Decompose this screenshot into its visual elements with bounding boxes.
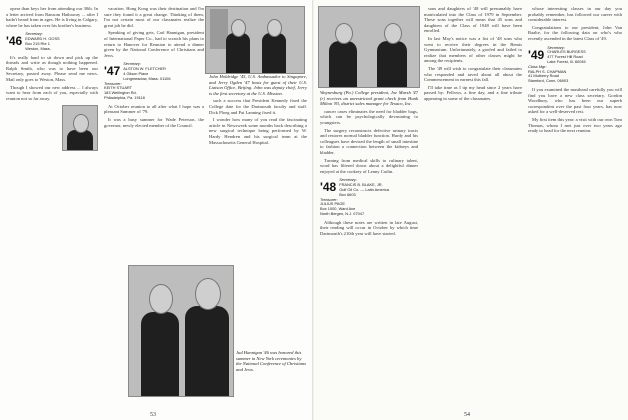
treasurer-name: KEITH STUART (104, 85, 133, 91)
class-manager-address: 41 Mulberry Road (528, 73, 559, 79)
paragraph: such a success that President Kennedy fixed the College date for the Dartmouth faculty and staff. Dick Ploeg and Pat Lanning fixed it. (209, 98, 307, 115)
class-47-heading (104, 62, 204, 100)
paragraph: At October reunion to all after what I hope was a pleasant Summer of '79. (104, 103, 204, 115)
treasurer-label: Treasurer: (320, 196, 338, 202)
class-numeral: '46 (6, 34, 23, 49)
class-numeral: '48 (320, 180, 337, 195)
secretary-address: 477 Forest Hill Road (547, 54, 583, 60)
treasurer-town: North Bergen, N.J. 07047 (320, 210, 365, 216)
class-49-heading (528, 46, 622, 84)
secretary-town: Box 6603 (339, 191, 356, 197)
paragraph: The surgery reconstructs defective urinary tracts and restores normal bladder function. Hardy and his colleagues have devised the length of small intestine to fashion a connection between the kidneys and bladder. (320, 127, 418, 155)
left-column-3 (209, 74, 307, 250)
secretary-name: EDWARD H. GOSS (25, 36, 60, 42)
class-numeral: '47 (104, 64, 121, 79)
photo-caption: Jud Hannigan '46 was honored this summer in New York ceremonies by the National Conference of Christians and Jews. (236, 350, 307, 372)
secretary-address: Box 215 Rte 1 (25, 40, 50, 46)
right-page (314, 0, 628, 420)
waynesburg-photo (318, 6, 420, 88)
paragraph: I wonder how many of you read the fascinating article in Newsweek some months back describing a new surgical technique being performed by W. Hardy Hendren and his surgical team at the Massachusetts General Hospital. (209, 117, 307, 145)
right-column-2 (424, 6, 522, 406)
class-numeral: '49 (528, 47, 545, 62)
left-column-1 (6, 6, 98, 414)
right-column-1 (320, 90, 418, 410)
secretary-town: Weston, Mass. (25, 45, 51, 51)
paragraph: I'll take time as I tip my head since 2 years have passed by: Fellows, a fine day, and a fine tribute appearing in some of the classmates. (424, 84, 522, 101)
photo-caption: John Holdridge '45, U.S. Ambassador to Singapore, and Jerry Ogden '47 hosts for guest of their U.S. Liaison Office, Beijing. John was deputy chief, Jerry is the first secretary at the U.S. Mission. (209, 74, 307, 96)
paragraph: It was a busy summer for Wade Peterson, the governor, newly elected member of the Council. (104, 116, 204, 128)
photo-caption: Waynesburg (Pa.) College president, Joe Marsh '47 (r) receives an unrestricted grant check from Hank Milton '83, district sales manager for Texaco, Inc. (320, 90, 418, 107)
paragraph: whose interesting classes in our day you probably remember, has followed our career with considerable interest. (528, 6, 622, 23)
paragraph: In last May's notice was a list of '48 sons who went to receive their degrees in the Bemis Gymnasium. Unfortunately, a goofed and failed to realize that members of other classes might be among the recipients. (424, 35, 522, 64)
page-number: 53 (150, 412, 156, 418)
secretary-label: Secretary: (547, 45, 565, 50)
treasurer-address: 183 Wellington Rd. (104, 90, 137, 96)
page-number: 54 (464, 412, 470, 418)
secretary-label: Secretary: (339, 178, 357, 183)
class-48-heading (320, 178, 418, 216)
class-46-heading (6, 32, 98, 51)
secretary-name: CHARLES BURGESS (547, 49, 586, 55)
paragraph: vacation. Hong Kong was their destination and I'm sure they found it a great change. Thinking of them, I'm not certain most of our classmates realize the great job he did. (104, 6, 204, 28)
right-column-3 (528, 6, 622, 406)
paragraph: Although these notes are written in late August, their reading will occur in October by which time Dartmouth's 210th year will have started. (320, 219, 418, 236)
paragraph: My first item this year: a visit with our own Tom Thomas, whom I met just over two years ago ready to head for the next reunion. (528, 116, 622, 134)
portrait-photo (62, 105, 98, 151)
paragraph: If you examined the masthead carefully you will find you have a new class secretary. Gordon Woodbury, who has been our superb correspondent over the past four years, has now asked for a well-deserved rest. (528, 86, 622, 115)
paragraph: sons and daughters of '48 will presumably have matriculated into the Class of 1979 in September. These sons together will mean that 45 sons and daughters of the Class of 1948 will have been enrolled. (424, 6, 522, 34)
paragraph: Though I showed our new address ... I always want to hear from each of you, especially with reunion not so far away. (6, 84, 98, 101)
treasurer-label: Treasurer: (104, 80, 122, 86)
class-manager-town: Stamford, Conn. 06903 (528, 78, 569, 84)
ambassador-photo (205, 6, 305, 74)
treasurer-town: Philadelphia, Pa. 19118 (104, 94, 145, 100)
treasurer-address: Box 1000, Ward Ave (320, 206, 356, 212)
treasurer-name: JULIUS PAGE (320, 201, 346, 207)
paragraph: The '49 will wish to congratulate their classmates who responded and raved about all about the Commencement in earnest this fall. (424, 65, 522, 83)
secretary-town: Longmeadow, Mass. 01106 (123, 75, 171, 81)
hannigan-photo (128, 265, 234, 397)
secretary-town: Lake Forest, Ill. 60045 (547, 58, 586, 64)
paragraph: cancer cases eliminates the need for bladder bags, which can be psychologically devastating to youngsters. (320, 108, 418, 125)
secretary-name: FRANCIS B. BLAKE, JR. (339, 182, 383, 188)
class-manager-label: Class Mgr: (528, 63, 547, 69)
paragraph: Speaking of giving gets, Carl Hannigan, president of International Paper Co., had to scratch his plans to return to Hanover for Reunion to attend a dinner given by the National Conference of Christians and Jews. (104, 30, 204, 58)
paragraph: Turning from medical skills to culinary talent, word has filtered down about a delightful dinner enjoyed at the cookery of Lenny Carlin. (320, 157, 418, 174)
paragraph: It's really hard to sit down and pick up the threads and write as though nothing happened. Ralph Smith, who was to have been our Secretary, passed away. Please send me news. Mail only goes to Weston, Mass. (6, 54, 98, 82)
secretary-name: ALSTON W. FLETCHER (123, 66, 166, 72)
secretary-address: Gulf Oil Co. — Latin America (339, 186, 389, 192)
paragraph: Congratulations to our president, John Van Raalte, for the following data on who's who recently ascended in the latest Class of '49. (528, 24, 622, 41)
class-manager-name: RALPH S. CHAPMAN (528, 68, 567, 74)
secretary-address: 4 Gilson Place (123, 70, 149, 76)
paragraph: opera than keys her from attending our 30th. In a letter arrived from Ransom Hathaway ... after I hadn't heard from in ages. He is living in Calgary, where he has taken over his brother's business. (6, 6, 98, 28)
secretary-label: Secretary: (25, 32, 43, 37)
secretary-label: Secretary: (123, 62, 141, 67)
